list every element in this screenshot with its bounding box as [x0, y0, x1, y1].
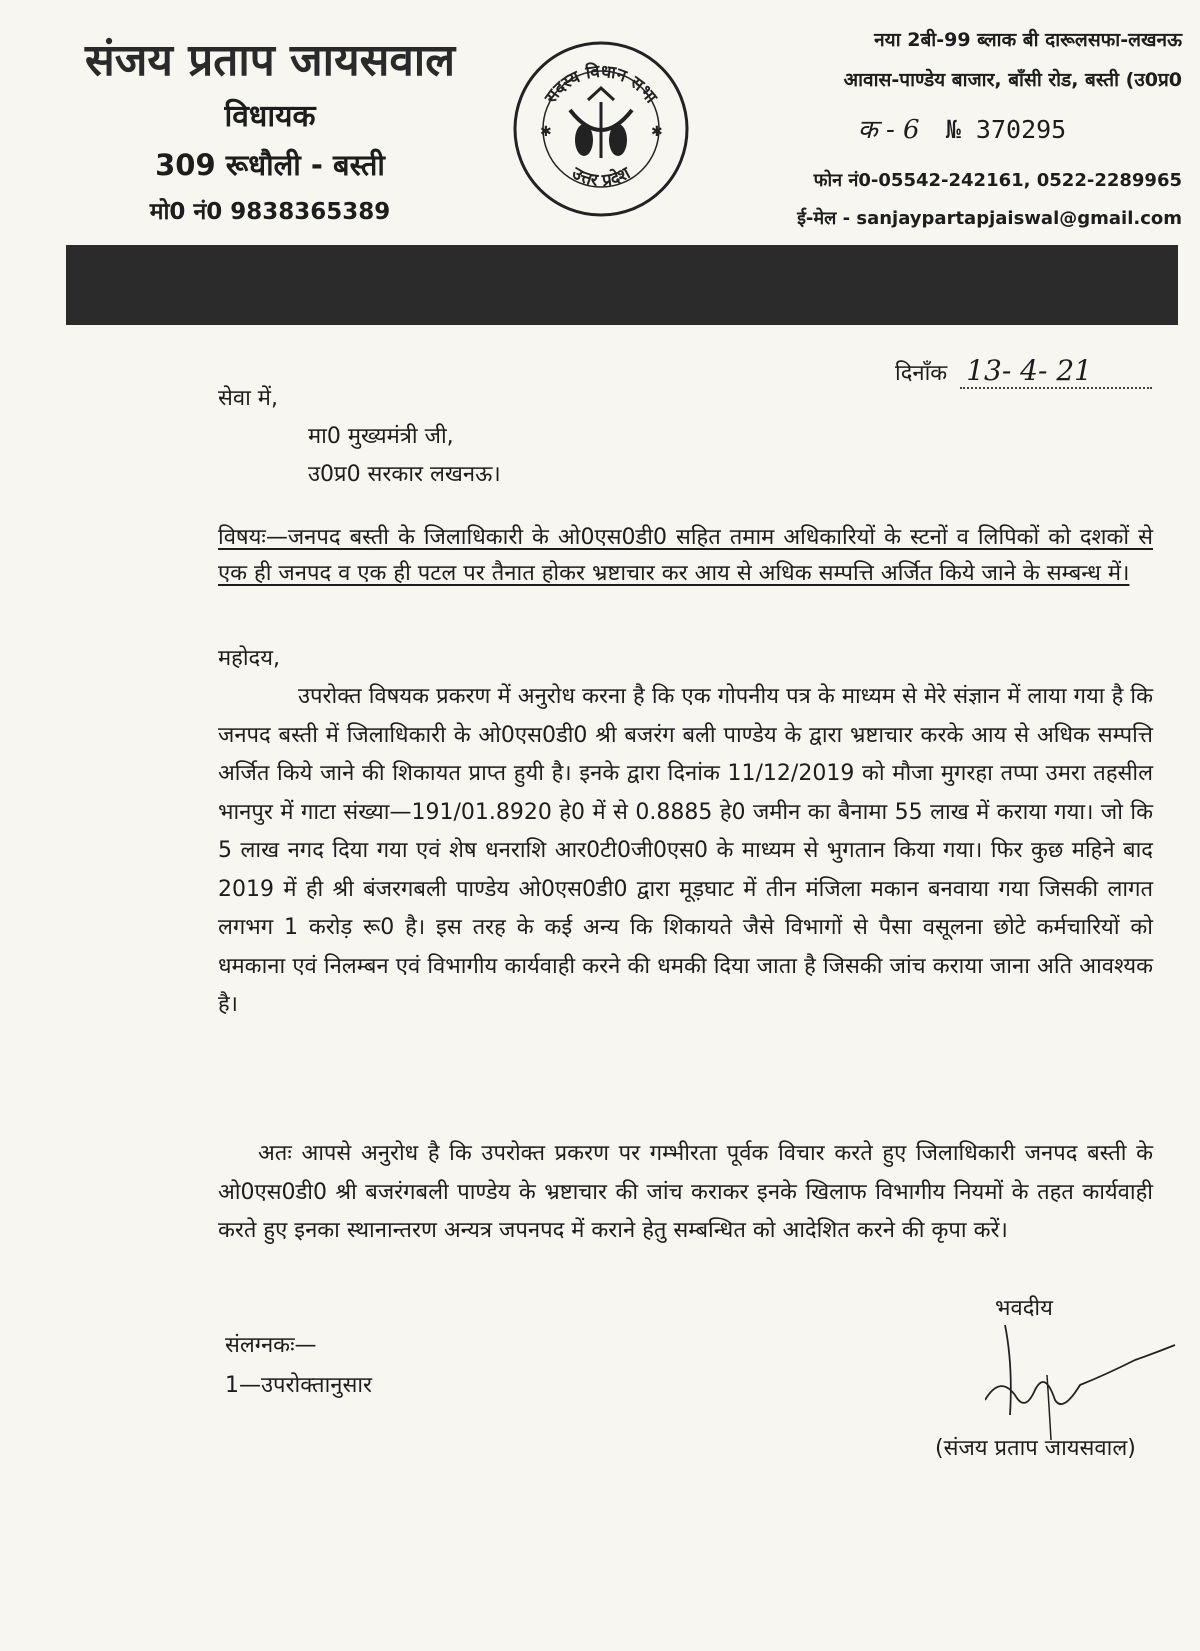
enclosure-item: 1—उपरोक्तानुसार [225, 1373, 373, 1398]
recipient-line-3: उ0प्र0 सरकार लखनऊ। [308, 462, 501, 487]
recipient-line-2: मा0 मुख्यमंत्री जी, [308, 424, 454, 449]
enclosure-label: संलग्नकः— [225, 1333, 317, 1358]
assembly-seal-icon [512, 40, 690, 218]
svg-text:✱: ✱ [540, 124, 552, 140]
handwritten-signature-icon [985, 1305, 1185, 1445]
letterhead-left [60, 28, 480, 226]
reference-serial: № 370295 [945, 115, 1067, 144]
seal-top-text: सदस्य विधान सभा [541, 61, 661, 108]
email-address: ई-मेल - sanjaypartapjaiswal@gmail.com [797, 208, 1182, 229]
signatory-name: (संजय प्रताप जायसवाल) [935, 1436, 1136, 1461]
closing-word: भवदीय [995, 1296, 1053, 1321]
body-paragraph-2: अतः आपसे अनुरोध है कि उपरोक्त प्रकरण पर गम्भीरता पूर्वक विचार करते हुए जिलाधिकारी जनपद बस्ती के ओ0एस0डी0 श्री बजरंगबली पाण्डेय के भ्रष्टाचार की जांच कराकर इनके खिलाफ विभागीय नियमों के तहत कार्यवाही करते हुए इनका स्थानान्तरण अन्यत्र जपनपद में कराने हेतु सम्बन्धित को आदेशित करने की कृपा करें। [218, 1141, 1153, 1243]
address-line-1: नया 2बी-99 ब्लाक बी दारूलसफा-लखनऊ [874, 29, 1182, 51]
date-line [895, 354, 1152, 389]
letterhead-divider-band [66, 245, 1178, 325]
sender-designation: विधायक [224, 99, 316, 134]
subject-line: विषयः—जनपद बस्ती के जिलाधिकारी के ओ0एस0डी0 सहित तमाम अधिकारियों के स्टनों व लिपिकों को दशकों से एक ही जनपद व एक ही पटल पर तैनात होकर भ्रष्टाचार कर आय से अधिक सम्पत्ति अर्जित किये जाने के सम्बन्ध में। [218, 525, 1153, 586]
recipient-line-1: सेवा में, [218, 386, 278, 411]
recipient-block [218, 380, 501, 494]
reference-prefix: क - 6 [857, 115, 920, 145]
date-value: 13- 4- 21 [960, 354, 1152, 389]
salutation: महोदय, [218, 646, 280, 671]
sender-name: संजय प्रताप जायसवाल [84, 35, 456, 86]
enclosure-block [225, 1326, 372, 1406]
reference-number [712, 110, 1182, 146]
address-line-2: आवास-पाण्डेय बाजार, बाँसी रोड, बस्ती (उ0प्र0 [843, 69, 1182, 91]
sender-mobile: मो0 नं0 9838365389 [149, 199, 391, 225]
sender-constituency: 309 रूधौली - बस्ती [155, 148, 385, 182]
body-paragraph-1: उपरोक्त विषयक प्रकरण में अनुरोध करना है कि एक गोपनीय पत्र के माध्यम से मेरे संज्ञान में लाया गया है कि जनपद बस्ती में जिलाधिकारी के ओ0एस0डी0 श्री बजरंग बली पाण्डेय के द्वारा भ्रष्टाचार करके आय से अधिक सम्पत्ति अर्जित किये जाने की शिकायत प्राप्त हुयी है। इनके द्वारा दिनांक 11/12/2019 को मौजा मुगरहा तप्पा उमरा तहसील भानपुर में गाटा संख्या—191/01.8920 हे0 में से 0.8885 हे0 जमीन का बैनामा 55 लाख में कराया गया। जो कि 5 लाख नगद दिया गया एवं शेष धनराशि आर0टी0जी0एस0 के माध्यम से भुगतान किया गया। फिर कुछ महिने बाद 2019 में ही श्री बंजरगबली पाण्डेय ओ0एस0डी0 द्वारा मूड़घाट में तीन मंजिला मकान बनवाया गया जिसकी लागत लगभग 1 करोड़ रू0 है। इस तरह के कई अन्य कि शिकायते जैसे विभागों से पैसा वसूलना छोटे कर्मचारियों को धमकाना एवं निलम्बन एवं विभागीय कार्यवाही करने की धमकी दिया जाता है जिसकी जांच कराया जाना अति आवश्यक है। [218, 684, 1153, 1017]
date-label: दिनाँक [895, 361, 948, 386]
seal-bottom-text: उत्तर प्रदेश [568, 163, 634, 192]
letterhead-right [712, 26, 1182, 230]
svg-text:✱: ✱ [651, 124, 663, 140]
phone-numbers: फोन नं0-05542-242161, 0522-2289965 [813, 170, 1182, 191]
